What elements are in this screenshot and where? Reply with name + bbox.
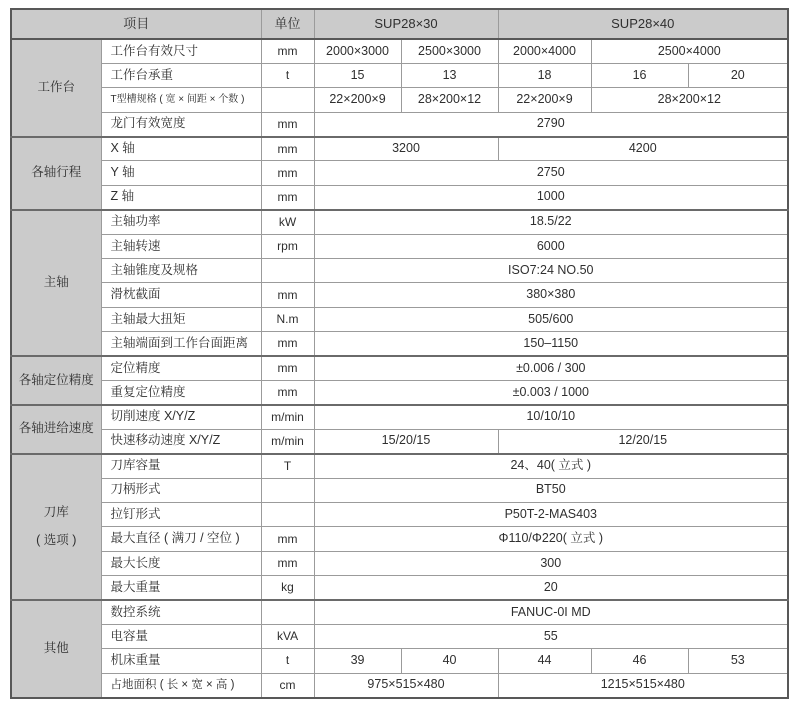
- header-model-sup28x40: SUP28×40: [498, 9, 788, 39]
- unit-cell: mm: [261, 137, 314, 161]
- unit-cell: kW: [261, 210, 314, 234]
- table-row: [11, 259, 788, 283]
- value-cell: 39: [314, 649, 401, 673]
- category-label: ( 选项 ): [36, 533, 77, 548]
- unit-cell: mm: [261, 356, 314, 380]
- table-header: [11, 9, 788, 39]
- table-row: [11, 478, 788, 502]
- header-unit-label: 单位: [261, 9, 314, 39]
- table-row: [11, 161, 788, 185]
- table-row: [11, 551, 788, 575]
- table-row: [11, 673, 788, 697]
- unit-cell: [261, 259, 314, 283]
- item-cell: 主轴转速: [101, 234, 261, 258]
- item-cell: 拉钉形式: [101, 502, 261, 526]
- item-cell: 龙门有效宽度: [101, 112, 261, 136]
- spec-table: [10, 8, 789, 699]
- category-label: 其他: [43, 640, 69, 655]
- value-cell: 300: [314, 551, 788, 575]
- value-cell: 40: [401, 649, 498, 673]
- unit-cell: kVA: [261, 624, 314, 648]
- value-cell: Φ110/Φ220( 立式 ): [314, 527, 788, 551]
- unit-cell: [261, 88, 314, 112]
- category-cell: [11, 356, 101, 405]
- table-row: [11, 356, 788, 380]
- item-cell: 主轴锥度及规格: [101, 259, 261, 283]
- value-cell: 20: [314, 576, 788, 600]
- value-cell: 3200: [314, 137, 498, 161]
- value-cell: 46: [591, 649, 688, 673]
- unit-cell: [261, 478, 314, 502]
- value-cell: 28×200×12: [401, 88, 498, 112]
- unit-cell: mm: [261, 332, 314, 356]
- value-cell: ISO7:24 NO.50: [314, 259, 788, 283]
- value-cell: 55: [314, 624, 788, 648]
- unit-cell: mm: [261, 39, 314, 63]
- item-cell: 数控系统: [101, 600, 261, 624]
- value-cell: 380×380: [314, 283, 788, 307]
- item-cell: 主轴最大扭矩: [101, 307, 261, 331]
- unit-cell: mm: [261, 161, 314, 185]
- item-cell: 重复定位精度: [101, 380, 261, 404]
- table-row: [11, 307, 788, 331]
- item-cell: 工作台承重: [101, 63, 261, 87]
- table-row: [11, 649, 788, 673]
- category-cell: [11, 454, 101, 600]
- unit-cell: mm: [261, 527, 314, 551]
- table-row: [11, 502, 788, 526]
- category-label: 各轴定位精度: [18, 372, 94, 387]
- item-cell: 机床重量: [101, 649, 261, 673]
- item-cell: 最大重量: [101, 576, 261, 600]
- value-cell: 18.5/22: [314, 210, 788, 234]
- unit-cell: [261, 600, 314, 624]
- category-cell: [11, 137, 101, 210]
- unit-cell: mm: [261, 112, 314, 136]
- table-row: [11, 137, 788, 161]
- value-cell: 22×200×9: [314, 88, 401, 112]
- unit-cell: mm: [261, 380, 314, 404]
- header-model-sup28x30: SUP28×30: [314, 9, 498, 39]
- value-cell: FANUC-0I MD: [314, 600, 788, 624]
- table-row: [11, 283, 788, 307]
- item-cell: 最大长度: [101, 551, 261, 575]
- category-cell: [11, 39, 101, 137]
- value-cell: 6000: [314, 234, 788, 258]
- item-cell: 工作台有效尺寸: [101, 39, 261, 63]
- unit-cell: [261, 502, 314, 526]
- category-cell: [11, 210, 101, 356]
- table-row: [11, 600, 788, 624]
- unit-cell: kg: [261, 576, 314, 600]
- table-row: [11, 332, 788, 356]
- item-cell: 占地面积 ( 长 × 宽 × 高 ): [101, 673, 261, 697]
- item-cell: 主轴功率: [101, 210, 261, 234]
- value-cell: 2000×3000: [314, 39, 401, 63]
- value-cell: 150–1150: [314, 332, 788, 356]
- table-row: [11, 527, 788, 551]
- item-cell: Y 轴: [101, 161, 261, 185]
- table-row: [11, 429, 788, 453]
- item-cell: 刀库容量: [101, 454, 261, 478]
- category-label: 主轴: [43, 275, 69, 290]
- item-cell: 定位精度: [101, 356, 261, 380]
- value-cell: 24、40( 立式 ): [314, 454, 788, 478]
- value-cell: 16: [591, 63, 688, 87]
- category-label: 刀库: [43, 504, 69, 519]
- value-cell: 53: [688, 649, 788, 673]
- value-cell: 975×515×480: [314, 673, 498, 697]
- value-cell: BT50: [314, 478, 788, 502]
- unit-cell: m/min: [261, 429, 314, 453]
- table-row: [11, 112, 788, 136]
- item-cell: 滑枕截面: [101, 283, 261, 307]
- item-cell: 刀柄形式: [101, 478, 261, 502]
- item-cell: 主轴端面到工作台面距离: [101, 332, 261, 356]
- item-cell: 切削速度 X/Y/Z: [101, 405, 261, 429]
- value-cell: 15: [314, 63, 401, 87]
- value-cell: 2000×4000: [498, 39, 591, 63]
- value-cell: 18: [498, 63, 591, 87]
- value-cell: 44: [498, 649, 591, 673]
- table-row: [11, 454, 788, 478]
- table-row: [11, 185, 788, 209]
- value-cell: ±0.006 / 300: [314, 356, 788, 380]
- value-cell: 20: [688, 63, 788, 87]
- unit-cell: mm: [261, 283, 314, 307]
- unit-cell: rpm: [261, 234, 314, 258]
- value-cell: 1215×515×480: [498, 673, 788, 697]
- table-row: [11, 624, 788, 648]
- unit-cell: cm: [261, 673, 314, 697]
- category-label: 各轴进给速度: [18, 421, 94, 436]
- unit-cell: t: [261, 63, 314, 87]
- table-row: [11, 63, 788, 87]
- table-row: [11, 576, 788, 600]
- table-row: [11, 210, 788, 234]
- category-label: 各轴行程: [31, 165, 82, 180]
- unit-cell: N.m: [261, 307, 314, 331]
- value-cell: 10/10/10: [314, 405, 788, 429]
- category-label: 工作台: [37, 79, 75, 94]
- unit-cell: t: [261, 649, 314, 673]
- value-cell: ±0.003 / 1000: [314, 380, 788, 404]
- header-item-label: 项目: [11, 9, 261, 39]
- value-cell: P50T-2-MAS403: [314, 502, 788, 526]
- item-cell: 电容量: [101, 624, 261, 648]
- value-cell: 1000: [314, 185, 788, 209]
- value-cell: 2500×3000: [401, 39, 498, 63]
- item-cell: Z 轴: [101, 185, 261, 209]
- item-cell: 快速移动速度 X/Y/Z: [101, 429, 261, 453]
- value-cell: 12/20/15: [498, 429, 788, 453]
- unit-cell: mm: [261, 185, 314, 209]
- item-cell: X 轴: [101, 137, 261, 161]
- value-cell: 505/600: [314, 307, 788, 331]
- value-cell: 2750: [314, 161, 788, 185]
- value-cell: 22×200×9: [498, 88, 591, 112]
- value-cell: 13: [401, 63, 498, 87]
- table-row: [11, 405, 788, 429]
- value-cell: 28×200×12: [591, 88, 788, 112]
- value-cell: 2500×4000: [591, 39, 788, 63]
- unit-cell: T: [261, 454, 314, 478]
- item-cell: T型槽规格 ( 宽 × 间距 × 个数 ): [101, 88, 261, 112]
- value-cell: 4200: [498, 137, 788, 161]
- header-row: [11, 9, 788, 39]
- category-cell: [11, 600, 101, 698]
- table-body: [11, 39, 788, 698]
- table-row: [11, 380, 788, 404]
- table-row: [11, 234, 788, 258]
- value-cell: 15/20/15: [314, 429, 498, 453]
- unit-cell: mm: [261, 551, 314, 575]
- table-row: [11, 88, 788, 112]
- item-cell: 最大直径 ( 满刀 / 空位 ): [101, 527, 261, 551]
- table-row: [11, 39, 788, 63]
- category-cell: [11, 405, 101, 454]
- unit-cell: m/min: [261, 405, 314, 429]
- value-cell: 2790: [314, 112, 788, 136]
